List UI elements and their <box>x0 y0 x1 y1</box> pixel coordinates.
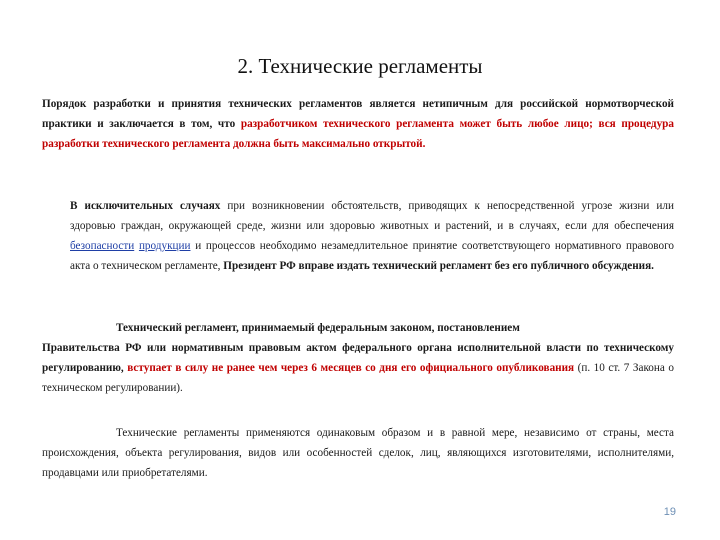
bold-lead-text: В исключительных случаях <box>70 200 221 212</box>
paragraph-exceptional-cases <box>70 196 674 276</box>
paragraph-text: Технические регламенты применяются одинаковым образом и в равной мере, независимо от страны, места происхождения, объекта регулирования, видов или особенностей сделок, лиц, являющихся изготовителями, исполнителями, продавцами или приобретателями. <box>42 427 674 479</box>
paragraph-application <box>42 423 674 483</box>
bold-conclusion-text: Президент РФ вправе издать технический регламент без его публичного обсуждения. <box>223 260 654 272</box>
bold-continuation-text: Правительства РФ или нормативным правовым актом федерального органа исполнительной власти по техническому регулированию, <box>42 342 674 374</box>
paragraph-development-procedure <box>42 94 674 154</box>
paragraph-text: Порядок разработки и принятия технических регламентов является нетипичным для российской нормотворческой практики и заключается в том, что <box>42 98 674 130</box>
bold-lead-text: Технический регламент, принимаемый федеральным законом, постановлением <box>116 322 520 334</box>
paragraph-text: при возникновении обстоятельств, приводящих к непосредственной угрозе жизни или здоровью граждан, окружающей среде, жизни или здоровью животных и растений, и в случаях, если для обеспечения <box>70 200 674 232</box>
page-number: 19 <box>663 506 676 518</box>
highlighted-text: разработчиком технического регламента может быть любое лицо; вся процедура разработки технического регламента должна быть максимально открытой. <box>42 118 674 150</box>
paragraph-text: (п. 10 ст. 7 Закона о техническом регулировании). <box>42 362 674 394</box>
paragraph-entry-into-force <box>42 318 674 398</box>
link-safety[interactable]: безопасности <box>70 240 135 252</box>
highlighted-text: вступает в силу не ранее чем через 6 месяцев со дня его официального опубликования <box>127 362 575 374</box>
slide-title: 2. Технические регламенты <box>237 54 483 78</box>
link-products[interactable]: продукции <box>138 240 191 252</box>
paragraph-text: и процессов необходимо незамедлительное принятие соответствующего нормативного правового акта о техническом регламенте, <box>70 240 675 272</box>
